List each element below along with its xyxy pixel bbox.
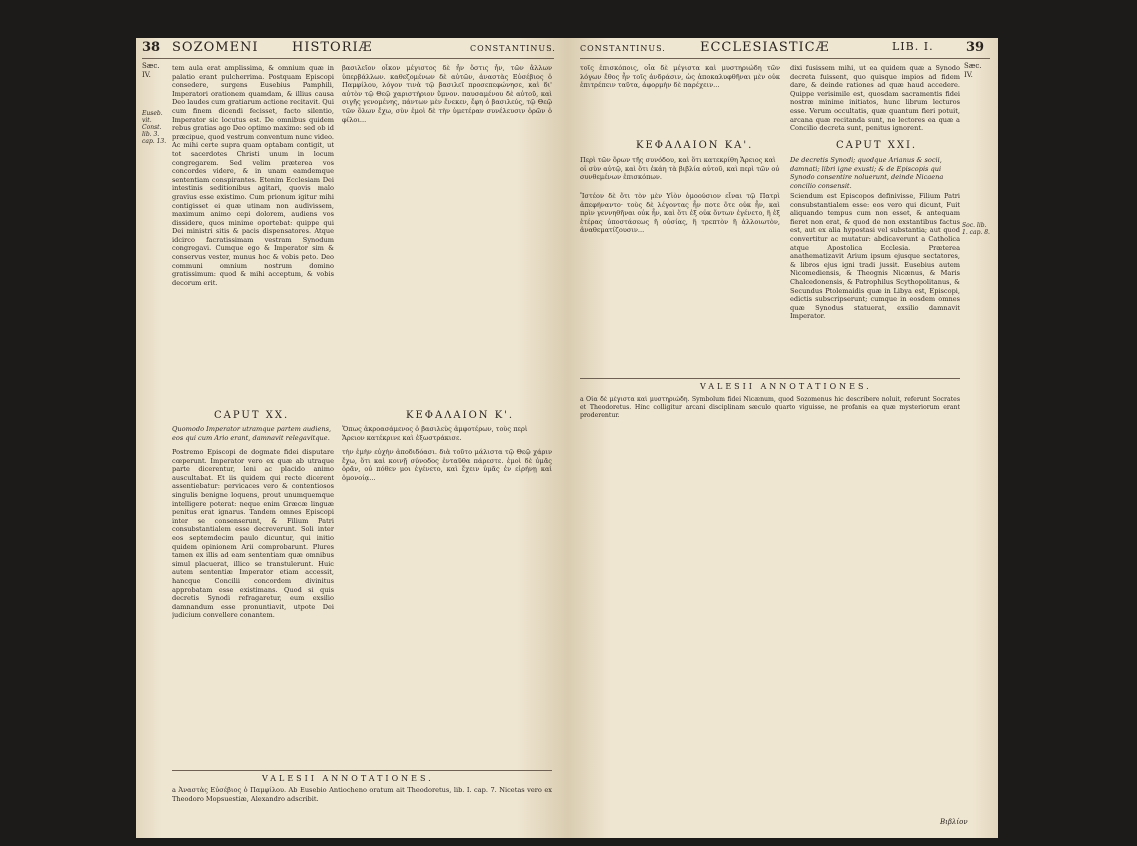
note-text: a Ἀναστὰς Εὐσέβιος ὁ Παμφίλου. Ab Eusebio Antiocheno oratum ait Theodoretus, lib. I. cap. 7. Nicetas vero ex Theodoro Mopsuestiæ, Alexandro adscribit. xyxy=(172,786,552,803)
left-notes-title: VALESII ANNOTATIONES. xyxy=(262,774,434,783)
left-chapter-heading-greek: ΚΕΦΑΛΑΙΟΝ Κ'. xyxy=(406,410,515,421)
latin-paragraph: dixi fusissem mihi, ut ea quidem quæ a Synodo decreta fuissent, quo quisque impios ad fidem dare, & deinde rationes ad quæ haud accedere. Quippe verisimile est, quosdam sacramentis fidei nostræ minime initiatos, hunc librum lecturos esse. Verum occultatis, quæ quantum fieri potuit, arcana quæ recitanda sunt, ne lectores ea quæ a Concilio decreta sunt, penitus ignorent. xyxy=(790,64,960,132)
left-margin-reference: Euseb. vit. Const. lib. 3. cap. 13. xyxy=(142,110,167,145)
left-running-head-right: CONSTANTINUS. xyxy=(470,44,556,53)
left-margin-date: Sæc. IV. xyxy=(142,62,160,79)
right-latin-column-2 xyxy=(790,192,960,368)
left-greek-column-2 xyxy=(342,448,552,766)
left-page-number: 38 xyxy=(142,40,161,55)
note-text: a Οἷα δὲ μέγιστα καὶ μυστηριώδη. Symbolum fidei Nicænum, quod Sozomenus hic describere noluit, referunt Socrates et Theodoretus. Hinc colligitur arcani disciplinam sæculo quarto viguisse, ne profanis ea quæ mysteriorum erant proderentur. xyxy=(580,396,960,419)
right-notes xyxy=(580,396,960,796)
left-notes-rule xyxy=(172,770,552,771)
right-running-head-right: LIB. I. xyxy=(892,40,934,53)
right-chapter-summary: De decretis Synodi; quodque Arianus & socii, damnati; libri igne exusti; & de Episcopis qui Synodo consentire noluerunt, deinde Nicaena concilio consensit. xyxy=(790,156,944,190)
left-running-head-center: HISTORIÆ xyxy=(292,40,373,55)
left-running-head-title: SOZOMENI xyxy=(172,40,259,55)
right-running-head-left: CONSTANTINUS. xyxy=(580,44,666,53)
left-notes xyxy=(172,786,552,816)
right-head-rule xyxy=(580,58,990,59)
right-chapter-heading: CAPUT XXI. xyxy=(836,140,918,151)
right-margin-date: Sæc. IV. xyxy=(964,62,982,79)
latin-paragraph: tem aula erat amplissima, & omnium quæ in palatio erant pulcherrima. Postquam Episcopi consedere, surgens Eusebius Pamphili, Imperatori orationem quamdam, & illius causa Deo laudes cum gratiarum actione recitavit. Qui cum finem dicendi fecisset, facto silentio, Imperator sic locutus est. De omnibus quidem rebus gratias ago Deo optimo maximo: sed ob id præcipue, quod vestrum conventum nunc video. Ac mihi certe supra quam optabam contigit, ut tot sacerdotes Christi unum in locum congregarem. Sed velim præterea vos concordes videre, & in unam eamdemque sententiam conspirantes. Etenim Ecclesiam Dei intestinis seditionibus agitari, quovis malo gravius esse existimo. Cum prionum igitur mihi contigisset ei quæ utinam non audivissem, maximum animo cepi dolorem, audiens vos dissidere, quos minime oportebat: quippe qui Dei ministri sitis & pacis dispensatores. Atque idcirco facratissimam vestram Synodum congregavi. Cumque ego & Imperator sim & conservus vester, munus hoc & vobis peto. Deo communi omnium nostrum domino gratissimum: quod & mihi acceptum, & vobis decorum erit. xyxy=(172,64,334,287)
right-notes-title: VALESII ANNOTATIONES. xyxy=(700,382,872,391)
greek-paragraph: τοῖς ἐπισκόποις, οἷα δὲ μέγιστα καὶ μυστηριώδη τῶν λόγων ἔθος ἦν τοῖς ἀνδράσιν, ὡς ἀποκαλυφθῆναι μὲν οὐκ ἐπιτρέπειν ταῦτα, ἀφορμὴν δὲ παρέχειν... xyxy=(580,64,780,90)
right-chapter-heading-greek: ΚΕΦΑΛΑΙΟΝ ΚΑ'. xyxy=(636,140,754,151)
greek-paragraph: τὴν ἐμὴν εὐχὴν ἀποδιδόασι. διὰ τοῦτο μάλιστα τῷ Θεῷ χάριν ἔχω, ὅτι καὶ κοινῇ σύνοδος ἐνταῦθα πάρεστε. ἐμοὶ δὲ ὑμᾶς ὁρᾶν, οὐ πόθεν μοι ἐγένετο, καὶ ἔχειν ὑμᾶς ἐν εἰρήνῃ καὶ ὁμονοίᾳ... xyxy=(342,448,552,482)
left-greek-column-1 xyxy=(342,64,552,404)
catchword: Βιβλίον xyxy=(940,818,968,826)
latin-paragraph: Sciendum est Episcopos definivisse, Filium Patri consubstantialem esse: eos vero qui dicunt, Fuit aliquando tempus cum non esset, & antequam fieret non erat, & quod de non exstantibus factus est, aut ex alia hypostasi vel substantia; aut quod convertitur ac mutatur: abdicaverunt a Catholica atque Apostolica Ecclesia. Præterea anathematizavit Arium ipsum ejusque sectatores, & libros ejus igni tradi jussit. Eusebius autem Nicomediensis, & Theognis Nicænus, & Maris Chalcedonensis, & Patrophilus Scythopolitanus, & Secundus Ptolemaidis quæ in Libya est, Episcopi, edictis subscripserunt; cumque in eosdem omnes quæ Synodus statuerat, exsilio damnavit Imperator. xyxy=(790,192,960,321)
right-chapter-summary-greek: Περὶ τῶν ὅρων τῆς συνόδου, καὶ ὅτι κατεκρίθη Ἄρειος καὶ οἱ σὺν αὐτῷ, καὶ ὅτι ἐκάη τὰ βιβλία αὐτοῦ, καὶ περὶ τῶν οὐ συνθεμένων ἐπισκόπων. xyxy=(580,156,780,182)
right-greek-column-1 xyxy=(580,64,780,132)
right-margin-reference: Soc. lib. 1. cap. 8. xyxy=(962,222,990,236)
left-latin-column-1 xyxy=(172,64,334,404)
right-latin-column-1 xyxy=(790,64,960,132)
greek-paragraph: βασιλεῖον οἶκον μέγιστος δὲ ἦν ὅστις ἦν, τῶν ἄλλων ὑπερβάλλων. καθεζομένων δὲ αὐτῶν, ἀναστὰς Εὐσέβιος ὁ Παμφίλου, λόγον τινὰ τῷ βασιλεῖ προσεπεφώνησε, καὶ δι' αὐτὸν τῷ Θεῷ χαριστήριον ὕμνον. παυσαμένου δὲ αὐτοῦ, καὶ σιγῆς γενομένης, πάντων μὲν ἕνεκεν, ἔφη ὁ βασιλεύς, τῷ Θεῷ τῶν ὅλων ἔχω, σὺν ἐμοὶ δὲ τὴν ὑμετέραν συνέλευσιν ὁρῶν ὁ φίλοι... xyxy=(342,64,552,124)
right-page-number: 39 xyxy=(966,40,985,55)
left-latin-column-2 xyxy=(172,448,334,766)
left-chapter-summary: Quomodo Imperator utramque partem audiens, eos qui cum Ario erant, damnavit relegavitque. xyxy=(172,425,332,442)
latin-paragraph: Postremo Episcopi de dogmate fidei disputare cœperunt. Imperator vero ex quæ ab utraque parte dicerentur, leni ac placido animo auscultabat. Et iis quidem qui recte dicerent assentiebatur: pervicaces vero & contentiosos singulis benigne loquens, prout unumquemque intelligere poterat: neque enim Græcæ linguæ penitus erat ignarus. Tandem omnes Episcopi inter se consenserunt, & Filium Patri consubstantialem esse decreverunt. Soli inter eos septemdecim paulo dicuntur, qui initio quidem opinionem Arii comprobarunt. Plures tamen ex illis ad eam sententiam quæ omnibus simul placuerat, illico se transtulerunt. Huic autem sententiæ Imperator etiam accessit, hancque Concilii concordem divinitus approbatam esse existimans. Quod si quis decretis Synodi refragaretur, eum exsilio damnandum esse pronuntiavit, utpote Dei judicium convellere conantem. xyxy=(172,448,334,620)
right-notes-rule xyxy=(580,378,960,379)
greek-paragraph: Ἴστέον δὲ ὅτι τὸν μὲν Υἱὸν ὁμοούσιον εἶναι τῷ Πατρὶ ἀπεφήναντο· τοὺς δὲ λέγοντας ἦν ποτε ὅτε οὐκ ἦν, καὶ πρὶν γεννηθῆναι οὐκ ἦν, καὶ ὅτι ἐξ οὐκ ὄντων ἐγένετο, ἢ ἐξ ἑτέρας ὑποστάσεως ἢ οὐσίας, ἢ τρεπτὸν ἢ ἀλλοιωτὸν, ἀναθεματίζουσιν... xyxy=(580,192,780,235)
left-chapter-heading: CAPUT XX. xyxy=(214,410,290,421)
right-greek-column-2 xyxy=(580,192,780,368)
right-running-head-center: ECCLESIASTICÆ xyxy=(700,40,830,55)
left-chapter-summary-greek: Ὅπως ἀκροασάμενος ὁ βασιλεὺς ἀμφοτέρων, τοὺς περὶ Ἄρειον κατέκρινε καὶ ἐξωστράκισε. xyxy=(342,425,528,442)
left-head-rule xyxy=(142,58,554,59)
